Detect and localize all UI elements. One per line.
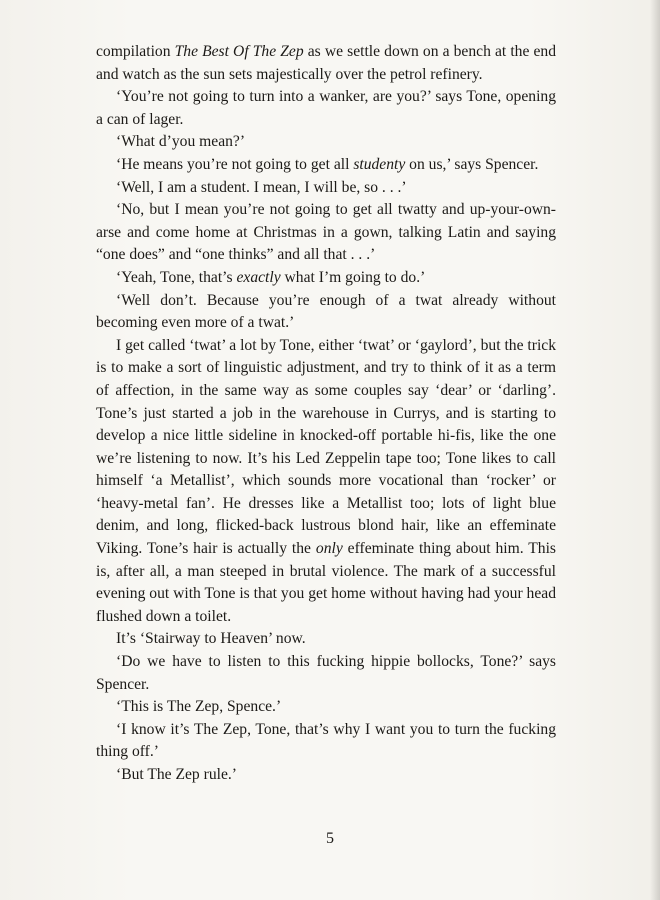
italic-text: studenty <box>353 155 406 173</box>
paragraph <box>96 651 556 696</box>
text-run: It’s ‘Stairway to Heaven’ now. <box>116 630 306 648</box>
text-run: ‘He means you’re not going to get all <box>116 155 354 173</box>
paragraph <box>96 335 556 629</box>
paragraph <box>96 131 556 154</box>
italic-text: exactly <box>236 268 281 286</box>
text-run: ‘Well don’t. Because you’re enough of a twat already without becoming even more of a twat.’ <box>96 291 556 332</box>
paragraph <box>96 199 556 267</box>
text-run: compilation <box>96 43 175 60</box>
text-run: ‘Yeah, Tone, that’s <box>116 268 237 286</box>
paragraph <box>96 696 556 719</box>
text-run: ‘Do we have to listen to this fucking hippie bollocks, Tone?’ says Spencer. <box>96 653 556 693</box>
text-run: ‘You’re not going to turn into a wanker, are you?’ says Tone, opening a can of lager. <box>96 88 556 128</box>
paragraph <box>96 154 556 177</box>
paragraph <box>96 86 556 131</box>
paragraph <box>96 177 556 200</box>
text-run: ‘No, but I mean you’re not going to get all twatty and up-your-own-arse and come home at Christmas in a gown, talking Latin and saying “one does” and “one thinks” and all that . . .’ <box>96 201 556 264</box>
text-run: ‘This is The Zep, Spence.’ <box>116 698 282 716</box>
paragraph <box>96 764 556 787</box>
body-text <box>96 41 556 787</box>
paragraph <box>96 41 556 86</box>
text-run: ‘Well, I am a student. I mean, I will be, so . . .’ <box>116 178 407 196</box>
text-run: ‘But The Zep rule.’ <box>116 766 237 783</box>
text-run: what I’m going to do.’ <box>280 268 426 286</box>
paragraph <box>96 267 556 290</box>
page-edge-shadow <box>650 0 660 900</box>
text-run: ‘What d’you mean?’ <box>116 133 246 151</box>
text-run: ‘I know it’s The Zep, Tone, that’s why I want you to turn the fucking thing off.’ <box>96 720 556 761</box>
text-run: on us,’ says Spencer. <box>405 155 539 173</box>
paragraph <box>96 628 556 651</box>
italic-text: The Best Of The Zep <box>174 43 304 60</box>
paragraph <box>96 719 556 764</box>
italic-text: only <box>315 540 343 558</box>
text-run: as we settle down on a bench at the end and watch as the sun sets majestically over the petrol refinery. <box>96 43 557 83</box>
page-number: 5 <box>326 830 334 847</box>
paragraph <box>96 290 556 335</box>
text-run: I get called ‘twat’ a lot by Tone, either ‘twat’ or ‘gaylord’, but the trick is to make a sort of linguistic adjustment, and try to think of it as a term of affection, in the same way as some couples say ‘dear’ or ‘darling’. Tone’s just started a job in the warehouse in Currys, and is starting to develop a nice little sideline in knocked-off portable hi-fis, like the one we’re listening to now. It’s his Led Zeppelin tape too; Tone likes to call himself ‘a Metallist’, which sounds more vocational than ‘rocker’ or ‘heavy-metal fan’. He dresses like a Metallist too; lots of light blue denim, and long, flicked-back lustrous blond hair, like an effeminate Viking. Tone’s hair is actually the <box>96 336 556 558</box>
text-run: effeminate thing about him. This is, after all, a man steeped in brutal violence. The mark of a successful evening out with Tone is that you get home without having had your head flushed down a toilet. <box>96 540 556 625</box>
